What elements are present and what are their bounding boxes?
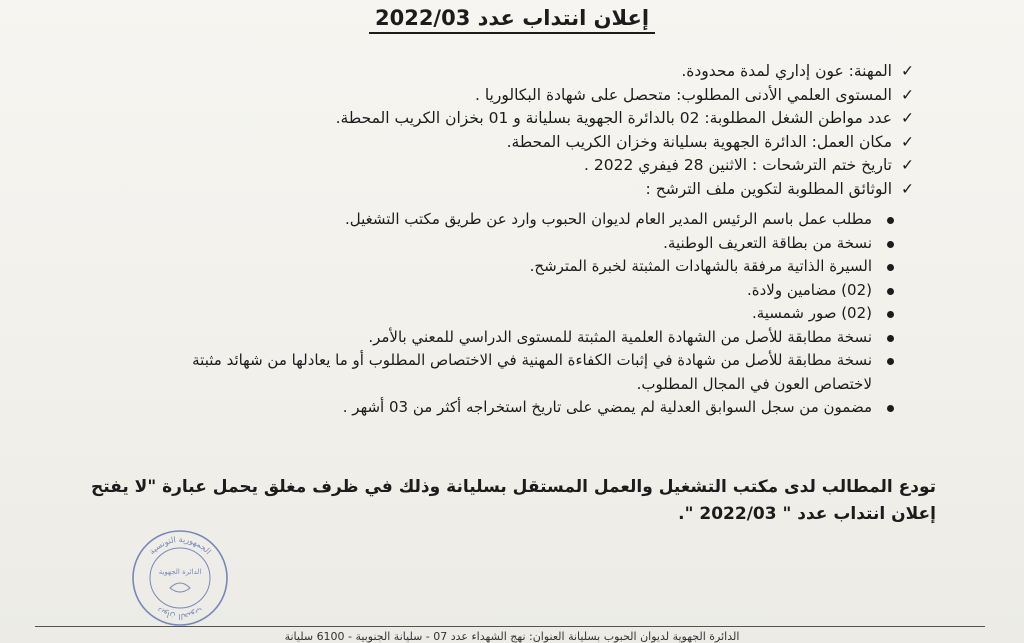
bullet-icon: [887, 405, 894, 412]
bullet-icon: [887, 288, 894, 295]
criteria-list: [154, 60, 914, 201]
stamp-ring-top-text: الجمهورية التونسية: [147, 534, 213, 557]
check-icon: ✓: [901, 85, 914, 104]
document-item: مضمون من سجل السوابق العدلية لم يمضي على تاريخ استخراجه أكثر من 03 أشهر .: [156, 396, 896, 420]
document-item: (02) مضامين ولادة.: [156, 279, 896, 303]
criteria-item: ✓تاريخ ختم الترشحات : الاثنين 28 فيفري 2022 .: [154, 154, 914, 178]
stamp-ring-bottom-text: ديوان الحبوب: [155, 605, 205, 622]
criteria-item: ✓مكان العمل: الدائرة الجهوية بسليانة وخزان الكريب المحطة.: [154, 131, 914, 155]
document-item: السيرة الذاتية مرفقة بالشهادات المثبتة لخبرة المترشح.: [156, 255, 896, 279]
deposit-instructions: تودع المطالب لدى مكتب التشغيل والعمل المستقل بسليانة وذلك في ظرف مغلق يحمل عبارة "لا يفتح إعلان انتداب عدد " 2022/03 ".: [90, 477, 936, 524]
stamp-center-text: الدائرة الجهوية: [158, 568, 202, 576]
document-item: نسخة مطابقة للأصل من الشهادة العلمية المثبتة للمستوى الدراسي للمعني بالأمر.: [156, 326, 896, 350]
footer-address: الدائرة الجهوية لديوان الحبوب بسليانة العنوان: نهج الشهداء عدد 07 - سليانة الجنوبية - 6100 سليانة: [284, 630, 740, 643]
bullet-icon: [887, 217, 894, 224]
stamp-emblem-icon: [170, 583, 190, 592]
check-icon: ✓: [901, 109, 914, 127]
check-icon: ✓: [901, 62, 914, 80]
document-item: نسخة من بطاقة التعريف الوطنية.: [156, 232, 896, 256]
document-item: نسخة مطابقة للأصل من شهادة في إثبات الكفاءة المهنية في الاختصاص المطلوب أو ما يعادلها من شهائد مثبتة لاختصاص العون في المجال المطلوب.: [156, 349, 896, 396]
stamp-inner-ring: [150, 548, 210, 608]
bullet-icon: [887, 264, 894, 271]
check-icon: ✓: [901, 132, 914, 151]
bullet-icon: [887, 358, 894, 365]
document-item: (02) صور شمسية.: [156, 302, 896, 326]
criteria-item: ✓الوثائق المطلوبة لتكوين ملف الترشح :: [154, 178, 914, 202]
check-icon: ✓: [901, 179, 914, 198]
criteria-item: ✓المستوى العلمي الأدنى المطلوب: متحصل على شهادة البكالوريا .: [154, 84, 914, 108]
criteria-item: ✓المهنة: عون إداري لمدة محدودة.: [154, 60, 914, 84]
check-icon: ✓: [901, 156, 914, 174]
footer-divider: [35, 626, 985, 627]
bullet-icon: [887, 241, 894, 248]
bullet-icon: [887, 311, 894, 318]
bullet-icon: [887, 335, 894, 342]
criteria-item: ✓عدد مواطن الشغل المطلوبة: 02 بالدائرة الجهوية بسليانة و 01 بخزان الكريب المحطة.: [154, 107, 914, 131]
documents-list: [156, 208, 896, 420]
announcement-title: إعلان انتداب عدد 2022/03: [0, 6, 1024, 30]
official-stamp: [130, 528, 230, 628]
stamp-outer-ring: [133, 531, 227, 625]
document-item: مطلب عمل باسم الرئيس المدير العام لديوان الحبوب وارد عن طريق مكتب التشغيل.: [156, 208, 896, 232]
